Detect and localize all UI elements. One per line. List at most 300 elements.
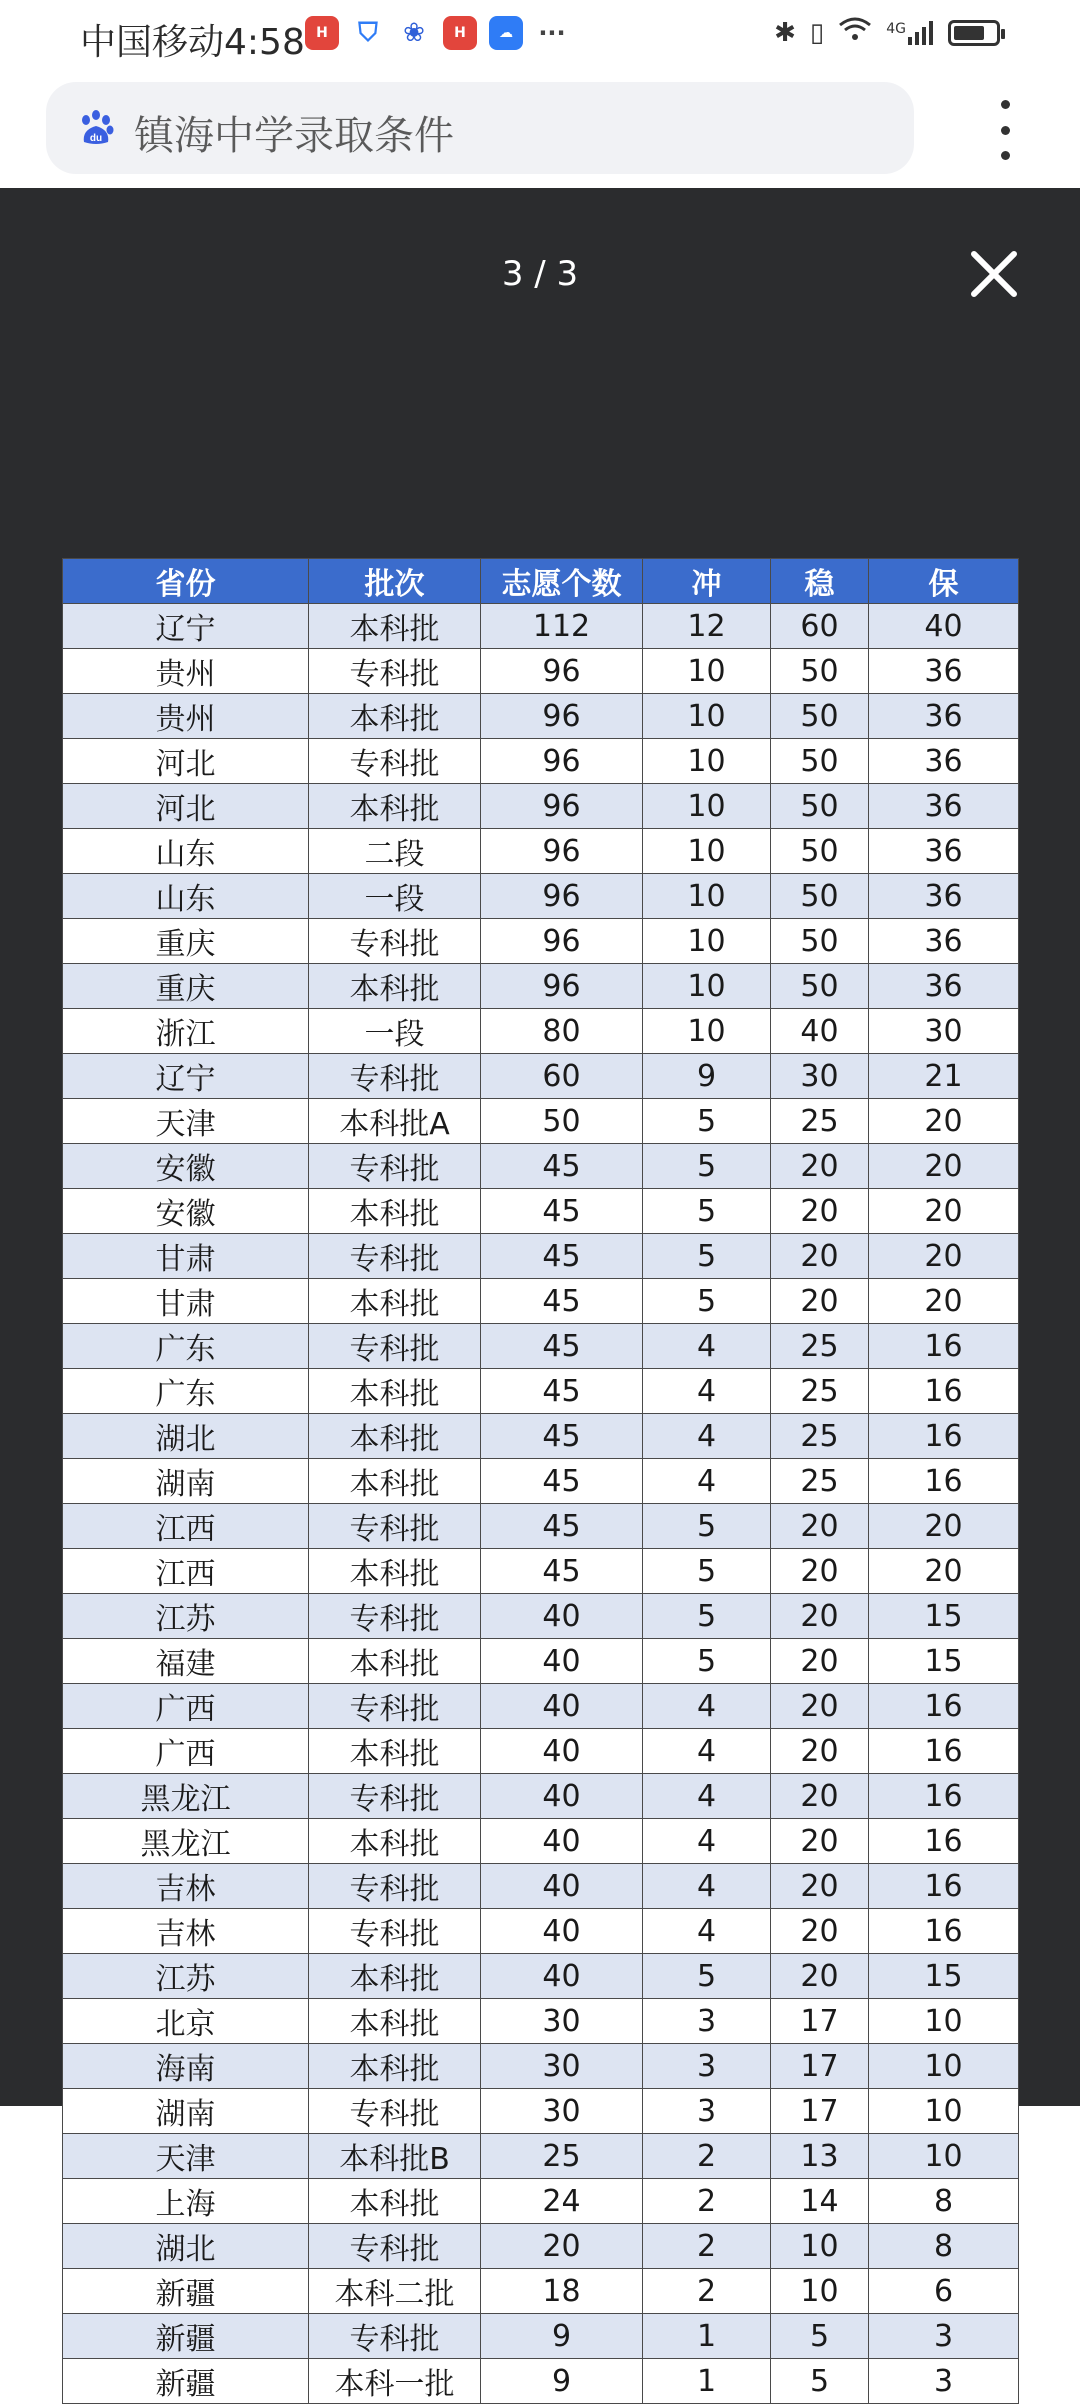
- cell-choice-count: 96: [481, 694, 643, 739]
- cell-match: 14: [771, 2179, 869, 2224]
- cell-safety: 36: [869, 649, 1019, 694]
- cell-batch: 专科批: [309, 1234, 481, 1279]
- cell-reach: 2: [643, 2134, 771, 2179]
- more-options-icon[interactable]: [990, 100, 1020, 160]
- cell-reach: 3: [643, 1999, 771, 2044]
- cell-batch: 本科批A: [309, 1099, 481, 1144]
- cell-batch: 本科批: [309, 694, 481, 739]
- cell-province: 辽宁: [63, 1054, 309, 1099]
- battery-icon: [948, 20, 1000, 46]
- table-row: [63, 1594, 1019, 1639]
- cell-match: 10: [771, 2269, 869, 2314]
- table-row: [63, 2314, 1019, 2359]
- cell-match: 50: [771, 784, 869, 829]
- cell-reach: 10: [643, 739, 771, 784]
- cell-safety: 16: [869, 1909, 1019, 1954]
- cell-batch: 本科批: [309, 1549, 481, 1594]
- cell-reach: 4: [643, 1369, 771, 1414]
- cell-province: 黑龙江: [63, 1819, 309, 1864]
- cell-province: 湖北: [63, 1414, 309, 1459]
- table-row: [63, 1324, 1019, 1369]
- cell-safety: 16: [869, 1819, 1019, 1864]
- cell-batch: 专科批: [309, 1144, 481, 1189]
- cell-match: 30: [771, 1054, 869, 1099]
- paw-icon: ❀: [403, 18, 425, 48]
- cell-match: 25: [771, 1099, 869, 1144]
- search-query[interactable]: 镇海中学录取条件: [134, 113, 454, 159]
- cell-reach: 5: [643, 1954, 771, 1999]
- cell-reach: 10: [643, 694, 771, 739]
- table-row: [63, 1774, 1019, 1819]
- cell-match: 20: [771, 1729, 869, 1774]
- cell-choice-count: 45: [481, 1144, 643, 1189]
- carrier-name: 中国移动: [80, 22, 225, 63]
- cell-safety: 15: [869, 1954, 1019, 1999]
- cell-reach: 5: [643, 1234, 771, 1279]
- table-row: [63, 604, 1019, 649]
- cell-batch: 本科批: [309, 1369, 481, 1414]
- cell-province: 上海: [63, 2179, 309, 2224]
- admission-table-image[interactable]: [62, 558, 1018, 2402]
- cell-safety: 3: [869, 2359, 1019, 2404]
- cell-province: 江苏: [63, 1954, 309, 1999]
- cell-safety: 10: [869, 2134, 1019, 2179]
- cell-safety: 10: [869, 2089, 1019, 2134]
- cell-batch: 本科一批: [309, 2359, 481, 2404]
- cell-reach: 10: [643, 964, 771, 1009]
- weather-icon: ☁: [489, 16, 523, 50]
- cell-match: 20: [771, 1234, 869, 1279]
- cell-batch: 专科批: [309, 1594, 481, 1639]
- status-carrier-time: [80, 14, 305, 65]
- table-row: [63, 1099, 1019, 1144]
- table-row: [63, 1414, 1019, 1459]
- cell-batch: 二段: [309, 829, 481, 874]
- cell-safety: 36: [869, 874, 1019, 919]
- cell-match: 20: [771, 1909, 869, 1954]
- table-row: [63, 2089, 1019, 2134]
- cell-safety: 16: [869, 1369, 1019, 1414]
- cell-batch: 本科二批: [309, 2269, 481, 2314]
- baidu-paw-icon: [76, 108, 116, 148]
- cell-batch: 本科批: [309, 1729, 481, 1774]
- cell-safety: 20: [869, 1234, 1019, 1279]
- cell-batch: 本科批: [309, 1279, 481, 1324]
- cell-province: 吉林: [63, 1864, 309, 1909]
- table-row: [63, 1009, 1019, 1054]
- table-row: [63, 2224, 1019, 2269]
- cell-reach: 4: [643, 1729, 771, 1774]
- huawei-app-icon: H: [305, 16, 339, 50]
- cell-match: 20: [771, 1549, 869, 1594]
- cell-batch: 本科批: [309, 1819, 481, 1864]
- cell-province: 贵州: [63, 694, 309, 739]
- cell-match: 5: [771, 2359, 869, 2404]
- cell-match: 50: [771, 874, 869, 919]
- cell-safety: 16: [869, 1324, 1019, 1369]
- header-match: 稳: [771, 559, 869, 604]
- cell-match: 20: [771, 1594, 869, 1639]
- cell-province: 海南: [63, 2044, 309, 2089]
- cell-province: 重庆: [63, 964, 309, 1009]
- cell-reach: 10: [643, 919, 771, 964]
- cell-choice-count: 60: [481, 1054, 643, 1099]
- cell-choice-count: 96: [481, 739, 643, 784]
- cell-batch: 本科批: [309, 604, 481, 649]
- cell-reach: 5: [643, 1639, 771, 1684]
- more-icon: ···: [538, 19, 566, 47]
- cell-safety: 36: [869, 829, 1019, 874]
- cell-safety: 10: [869, 1999, 1019, 2044]
- cell-reach: 4: [643, 1459, 771, 1504]
- table-row: [63, 649, 1019, 694]
- cell-safety: 8: [869, 2224, 1019, 2269]
- cell-safety: 36: [869, 919, 1019, 964]
- cell-choice-count: 45: [481, 1369, 643, 1414]
- cell-province: 甘肃: [63, 1234, 309, 1279]
- header-batch: 批次: [309, 559, 481, 604]
- notification-icons: [305, 16, 569, 50]
- table-row: [63, 1999, 1019, 2044]
- cell-safety: 16: [869, 1684, 1019, 1729]
- cell-batch: 专科批: [309, 739, 481, 784]
- cell-batch: 本科批: [309, 2179, 481, 2224]
- cell-match: 50: [771, 649, 869, 694]
- cell-choice-count: 45: [481, 1504, 643, 1549]
- table-row: [63, 1369, 1019, 1414]
- cell-match: 20: [771, 1684, 869, 1729]
- cell-match: 50: [771, 919, 869, 964]
- cell-safety: 36: [869, 694, 1019, 739]
- cell-safety: 3: [869, 2314, 1019, 2359]
- cell-province: 广东: [63, 1324, 309, 1369]
- cell-batch: 专科批: [309, 1684, 481, 1729]
- admission-table: [62, 558, 1019, 2404]
- table-row: [63, 1864, 1019, 1909]
- cell-choice-count: 40: [481, 1819, 643, 1864]
- table-row: [63, 1549, 1019, 1594]
- cell-safety: 16: [869, 1729, 1019, 1774]
- cell-province: 广东: [63, 1369, 309, 1414]
- cell-batch: 专科批: [309, 2314, 481, 2359]
- table-row: [63, 1909, 1019, 1954]
- network-type: 4G: [886, 20, 906, 37]
- cell-choice-count: 40: [481, 1954, 643, 1999]
- cell-choice-count: 9: [481, 2359, 643, 2404]
- table-row: [63, 1189, 1019, 1234]
- cell-match: 17: [771, 2044, 869, 2089]
- cell-choice-count: 96: [481, 784, 643, 829]
- cell-reach: 5: [643, 1099, 771, 1144]
- cell-reach: 4: [643, 1774, 771, 1819]
- table-row: [63, 1234, 1019, 1279]
- cell-choice-count: 45: [481, 1459, 643, 1504]
- cell-safety: 36: [869, 964, 1019, 1009]
- cell-batch: 本科批: [309, 1414, 481, 1459]
- shield-icon: ⛉: [358, 17, 378, 48]
- cell-batch: 专科批: [309, 1324, 481, 1369]
- search-header: [0, 72, 1080, 188]
- cell-province: 辽宁: [63, 604, 309, 649]
- cell-choice-count: 80: [481, 1009, 643, 1054]
- status-bar: [0, 0, 1080, 72]
- cell-match: 17: [771, 2089, 869, 2134]
- cell-reach: 4: [643, 1864, 771, 1909]
- header-choice-count: 志愿个数: [481, 559, 643, 604]
- table-row: [63, 964, 1019, 1009]
- cell-batch: 专科批: [309, 649, 481, 694]
- cell-choice-count: 18: [481, 2269, 643, 2314]
- cell-safety: 16: [869, 1864, 1019, 1909]
- cell-province: 安徽: [63, 1144, 309, 1189]
- cell-reach: 5: [643, 1549, 771, 1594]
- cell-choice-count: 96: [481, 964, 643, 1009]
- table-row: [63, 1054, 1019, 1099]
- cell-province: 湖北: [63, 2224, 309, 2269]
- huawei-app-icon: H: [443, 16, 477, 50]
- cell-province: 江西: [63, 1504, 309, 1549]
- cell-match: 50: [771, 694, 869, 739]
- table-row: [63, 829, 1019, 874]
- cell-match: 50: [771, 829, 869, 874]
- table-row: [63, 2269, 1019, 2314]
- cell-safety: 20: [869, 1099, 1019, 1144]
- cell-safety: 30: [869, 1009, 1019, 1054]
- table-row: [63, 2359, 1019, 2404]
- table-header-row: [63, 559, 1019, 604]
- cell-batch: 专科批: [309, 2089, 481, 2134]
- cell-reach: 9: [643, 1054, 771, 1099]
- cell-safety: 20: [869, 1504, 1019, 1549]
- cell-batch: 本科批: [309, 2044, 481, 2089]
- cell-reach: 1: [643, 2359, 771, 2404]
- cell-choice-count: 45: [481, 1189, 643, 1234]
- table-body: [63, 604, 1019, 2404]
- cell-province: 广西: [63, 1729, 309, 1774]
- cell-match: 20: [771, 1774, 869, 1819]
- cell-match: 25: [771, 1369, 869, 1414]
- cell-choice-count: 96: [481, 919, 643, 964]
- page-indicator: 3 / 3: [501, 254, 579, 294]
- cell-batch: 专科批: [309, 919, 481, 964]
- cell-reach: 10: [643, 1009, 771, 1054]
- cell-batch: 本科批B: [309, 2134, 481, 2179]
- cell-reach: 3: [643, 2089, 771, 2134]
- cell-safety: 16: [869, 1459, 1019, 1504]
- image-viewer: [0, 188, 1080, 2402]
- system-icons: [774, 16, 1000, 49]
- cell-reach: 2: [643, 2224, 771, 2269]
- cell-province: 黑龙江: [63, 1774, 309, 1819]
- cell-batch: 专科批: [309, 1774, 481, 1819]
- cell-batch: 本科批: [309, 784, 481, 829]
- cell-province: 湖南: [63, 1459, 309, 1504]
- cell-reach: 5: [643, 1504, 771, 1549]
- cell-choice-count: 30: [481, 1999, 643, 2044]
- cell-match: 25: [771, 1459, 869, 1504]
- cell-choice-count: 9: [481, 2314, 643, 2359]
- cell-safety: 15: [869, 1639, 1019, 1684]
- cell-province: 北京: [63, 1999, 309, 2044]
- header-province: 省份: [63, 559, 309, 604]
- cell-province: 安徽: [63, 1189, 309, 1234]
- cell-province: 贵州: [63, 649, 309, 694]
- header-reach: 冲: [643, 559, 771, 604]
- cell-choice-count: 112: [481, 604, 643, 649]
- cell-match: 25: [771, 1414, 869, 1459]
- cell-reach: 5: [643, 1189, 771, 1234]
- cell-reach: 5: [643, 1279, 771, 1324]
- cell-choice-count: 25: [481, 2134, 643, 2179]
- cell-reach: 2: [643, 2269, 771, 2314]
- cell-match: 20: [771, 1504, 869, 1549]
- cell-reach: 4: [643, 1324, 771, 1369]
- cell-batch: 专科批: [309, 2224, 481, 2269]
- cell-province: 江西: [63, 1549, 309, 1594]
- cell-reach: 4: [643, 1909, 771, 1954]
- cell-province: 新疆: [63, 2314, 309, 2359]
- cell-province: 河北: [63, 739, 309, 784]
- cell-batch: 本科批: [309, 1999, 481, 2044]
- cell-match: 20: [771, 1144, 869, 1189]
- cell-safety: 15: [869, 1594, 1019, 1639]
- cell-match: 20: [771, 1279, 869, 1324]
- cell-reach: 10: [643, 784, 771, 829]
- cell-safety: 36: [869, 739, 1019, 784]
- table-row: [63, 1459, 1019, 1504]
- table-row: [63, 1279, 1019, 1324]
- cell-safety: 20: [869, 1549, 1019, 1594]
- cell-match: 17: [771, 1999, 869, 2044]
- cell-choice-count: 45: [481, 1324, 643, 1369]
- cell-batch: 本科批: [309, 1954, 481, 1999]
- cell-safety: 16: [869, 1774, 1019, 1819]
- vibrate-icon: ▯: [809, 17, 825, 48]
- cell-province: 山东: [63, 874, 309, 919]
- cell-batch: 一段: [309, 1009, 481, 1054]
- cell-safety: 21: [869, 1054, 1019, 1099]
- cell-province: 河北: [63, 784, 309, 829]
- cell-reach: 10: [643, 874, 771, 919]
- cell-match: 50: [771, 964, 869, 1009]
- cell-reach: 10: [643, 829, 771, 874]
- cell-province: 湖南: [63, 2089, 309, 2134]
- cell-batch: 专科批: [309, 1504, 481, 1549]
- cell-choice-count: 20: [481, 2224, 643, 2269]
- table-row: [63, 2134, 1019, 2179]
- cell-choice-count: 40: [481, 1684, 643, 1729]
- cell-province: 吉林: [63, 1909, 309, 1954]
- search-box[interactable]: [46, 82, 914, 174]
- cell-choice-count: 40: [481, 1594, 643, 1639]
- cell-match: 10: [771, 2224, 869, 2269]
- cell-reach: 12: [643, 604, 771, 649]
- signal-icon: [886, 21, 934, 45]
- cell-match: 5: [771, 2314, 869, 2359]
- cell-choice-count: 30: [481, 2089, 643, 2134]
- cell-reach: 3: [643, 2044, 771, 2089]
- cell-safety: 16: [869, 1414, 1019, 1459]
- cell-batch: 一段: [309, 874, 481, 919]
- cell-batch: 本科批: [309, 964, 481, 1009]
- table-row: [63, 1954, 1019, 1999]
- cell-province: 浙江: [63, 1009, 309, 1054]
- table-row: [63, 1639, 1019, 1684]
- cell-reach: 10: [643, 649, 771, 694]
- svg-text:du: du: [89, 133, 103, 144]
- cell-choice-count: 96: [481, 649, 643, 694]
- cell-choice-count: 24: [481, 2179, 643, 2224]
- table-row: [63, 739, 1019, 784]
- cell-match: 20: [771, 1954, 869, 1999]
- cell-safety: 40: [869, 604, 1019, 649]
- cell-reach: 1: [643, 2314, 771, 2359]
- bluetooth-icon: ✱: [774, 17, 796, 48]
- cell-batch: 专科批: [309, 1054, 481, 1099]
- cell-province: 重庆: [63, 919, 309, 964]
- table-row: [63, 2179, 1019, 2224]
- cell-reach: 4: [643, 1684, 771, 1729]
- cell-choice-count: 40: [481, 1729, 643, 1774]
- cell-choice-count: 40: [481, 1864, 643, 1909]
- cell-safety: 20: [869, 1189, 1019, 1234]
- cell-province: 天津: [63, 2134, 309, 2179]
- cell-reach: 5: [643, 1594, 771, 1639]
- cell-choice-count: 45: [481, 1279, 643, 1324]
- cell-province: 新疆: [63, 2269, 309, 2314]
- cell-batch: 专科批: [309, 1909, 481, 1954]
- cell-batch: 本科批: [309, 1639, 481, 1684]
- cell-safety: 6: [869, 2269, 1019, 2314]
- cell-match: 20: [771, 1819, 869, 1864]
- cell-choice-count: 45: [481, 1414, 643, 1459]
- table-row: [63, 1144, 1019, 1189]
- cell-safety: 20: [869, 1279, 1019, 1324]
- table-row: [63, 694, 1019, 739]
- cell-match: 25: [771, 1324, 869, 1369]
- cell-safety: 36: [869, 784, 1019, 829]
- cell-province: 福建: [63, 1639, 309, 1684]
- table-row: [63, 784, 1019, 829]
- close-icon[interactable]: [968, 248, 1020, 300]
- cell-choice-count: 45: [481, 1549, 643, 1594]
- cell-match: 20: [771, 1639, 869, 1684]
- table-row: [63, 1684, 1019, 1729]
- cell-batch: 本科批: [309, 1189, 481, 1234]
- cell-province: 新疆: [63, 2359, 309, 2404]
- cell-reach: 2: [643, 2179, 771, 2224]
- table-row: [63, 874, 1019, 919]
- cell-choice-count: 45: [481, 1234, 643, 1279]
- cell-choice-count: 50: [481, 1099, 643, 1144]
- wifi-icon: [838, 16, 872, 49]
- clock: 4:58: [224, 22, 305, 63]
- cell-province: 江苏: [63, 1594, 309, 1639]
- table-row: [63, 1729, 1019, 1774]
- table-row: [63, 1504, 1019, 1549]
- cell-province: 山东: [63, 829, 309, 874]
- cell-batch: 本科批: [309, 1459, 481, 1504]
- cell-match: 13: [771, 2134, 869, 2179]
- cell-match: 40: [771, 1009, 869, 1054]
- cell-batch: 专科批: [309, 1864, 481, 1909]
- cell-safety: 8: [869, 2179, 1019, 2224]
- cell-reach: 4: [643, 1414, 771, 1459]
- cell-choice-count: 96: [481, 829, 643, 874]
- cell-safety: 10: [869, 2044, 1019, 2089]
- header-safety: 保: [869, 559, 1019, 604]
- cell-match: 60: [771, 604, 869, 649]
